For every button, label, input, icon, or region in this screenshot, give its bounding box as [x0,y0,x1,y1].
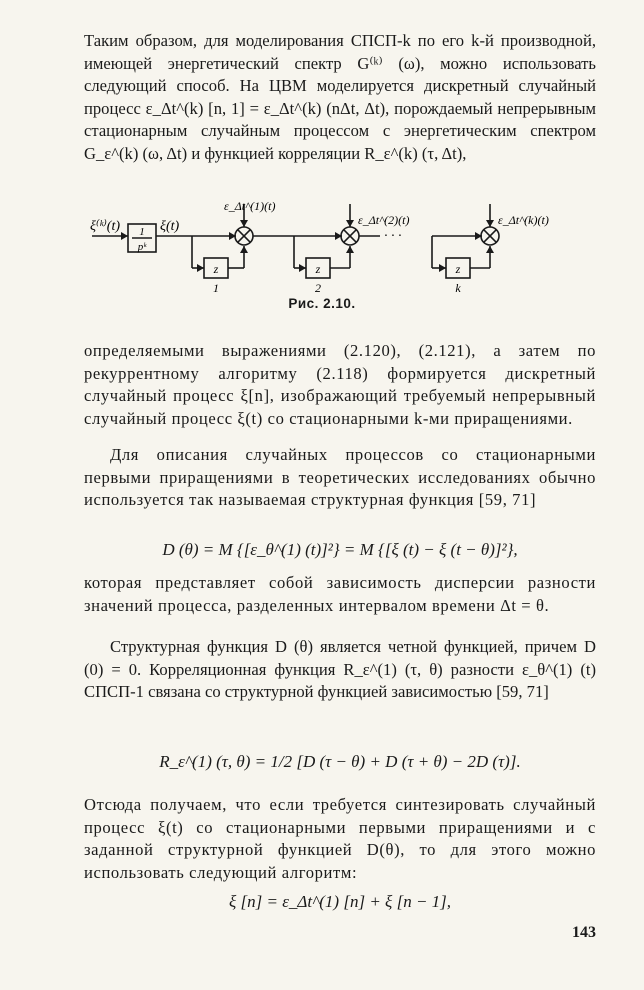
stage-k-noise-label: ε_Δt^(k)(t) [498,213,549,227]
stage-1-noise-label: ε_Δt^(1)(t) [224,199,276,213]
paragraph-6: Отсюда получаем, что если требуется синтезировать случайный процесс ξ(t) со стационарными первыми приращениями и с заданной структурной функцией D(θ), то для этого можно использовать следующий алгоритм: [84,795,596,882]
equation-algorithm: ξ [n] = ε_Δt^(1) [n] + ξ [n − 1], [228,892,452,911]
stage-k-delay-label: z [455,262,461,276]
filter-numerator: 1 [139,226,145,238]
block-diagram [84,196,564,296]
filter-denominator: pᵏ [137,241,147,253]
paragraph-5: Структурная функция D (θ) является четной функцией, причем D (0) = 0. Корреляционная функция R_ε^(1) (τ, θ) разности ε_θ^(1) (t) СПСП-1 связана со структурной функцией зависимостью [59, 71] [84,637,596,701]
figure-caption: Рис. 2.10. [288,296,356,311]
filter-output-label: ξ(t) [160,219,180,234]
paragraph-2: определяемыми выражениями (2.120), (2.121), а затем по рекуррентному алгоритму (2.118) формируется дискретный случайный процесс ξ[n], изображающий требуемый непрерывный случайный процесс ξ(t) со стационарными k-ми приращениями. [84,341,596,428]
input-signal-label: ξ⁽ᵏ⁾(t) [90,219,121,234]
paragraph-1: Таким образом, для моделирования СПСП-k по его k-й производной, имеющей энергетический спектр G⁽ᵏ⁾ (ω), можно использовать следующий способ. На ЦВМ моделируется дискретный случайный процесс ε_Δt^(k) [n, 1] = ε_Δt^(k) (nΔt, Δt), порождаемый непрерывным стационарным случайным процессом с энергетическим спектром G_ε^(k) (ω, Δt) и функцией корреляции R_ε^(k) (τ, Δt), [84,31,596,163]
paragraph-3: Для описания случайных процессов со стационарными первыми приращениями в теоретических исследованиях обычно используется так называемая структурная функция [59, 71] [84,445,596,509]
equation-structure-function: D (θ) = M {[ε_θ^(1) (t)]²} = M {[ξ (t) − ξ (t − θ)]²}, [162,540,518,559]
paragraph-4: которая представляет собой зависимость дисперсии разности значений процесса, разделенных интервалом времени Δt = θ. [84,573,596,615]
page-number: 143 [572,924,596,941]
continuation-dots: · · · [384,229,402,244]
stage-2-noise-label: ε_Δt^(2)(t) [358,213,410,227]
stage-k-number: k [455,281,461,295]
equation-correlation: R_ε^(1) (τ, θ) = 1/2 [D (τ − θ) + D (τ + θ) − 2D (τ)]. [159,752,521,771]
stage-1-delay-label: z [213,262,219,276]
stage-2-delay-label: z [315,262,321,276]
stage-1-number: 1 [213,281,219,295]
stage-2-number: 2 [315,281,321,295]
